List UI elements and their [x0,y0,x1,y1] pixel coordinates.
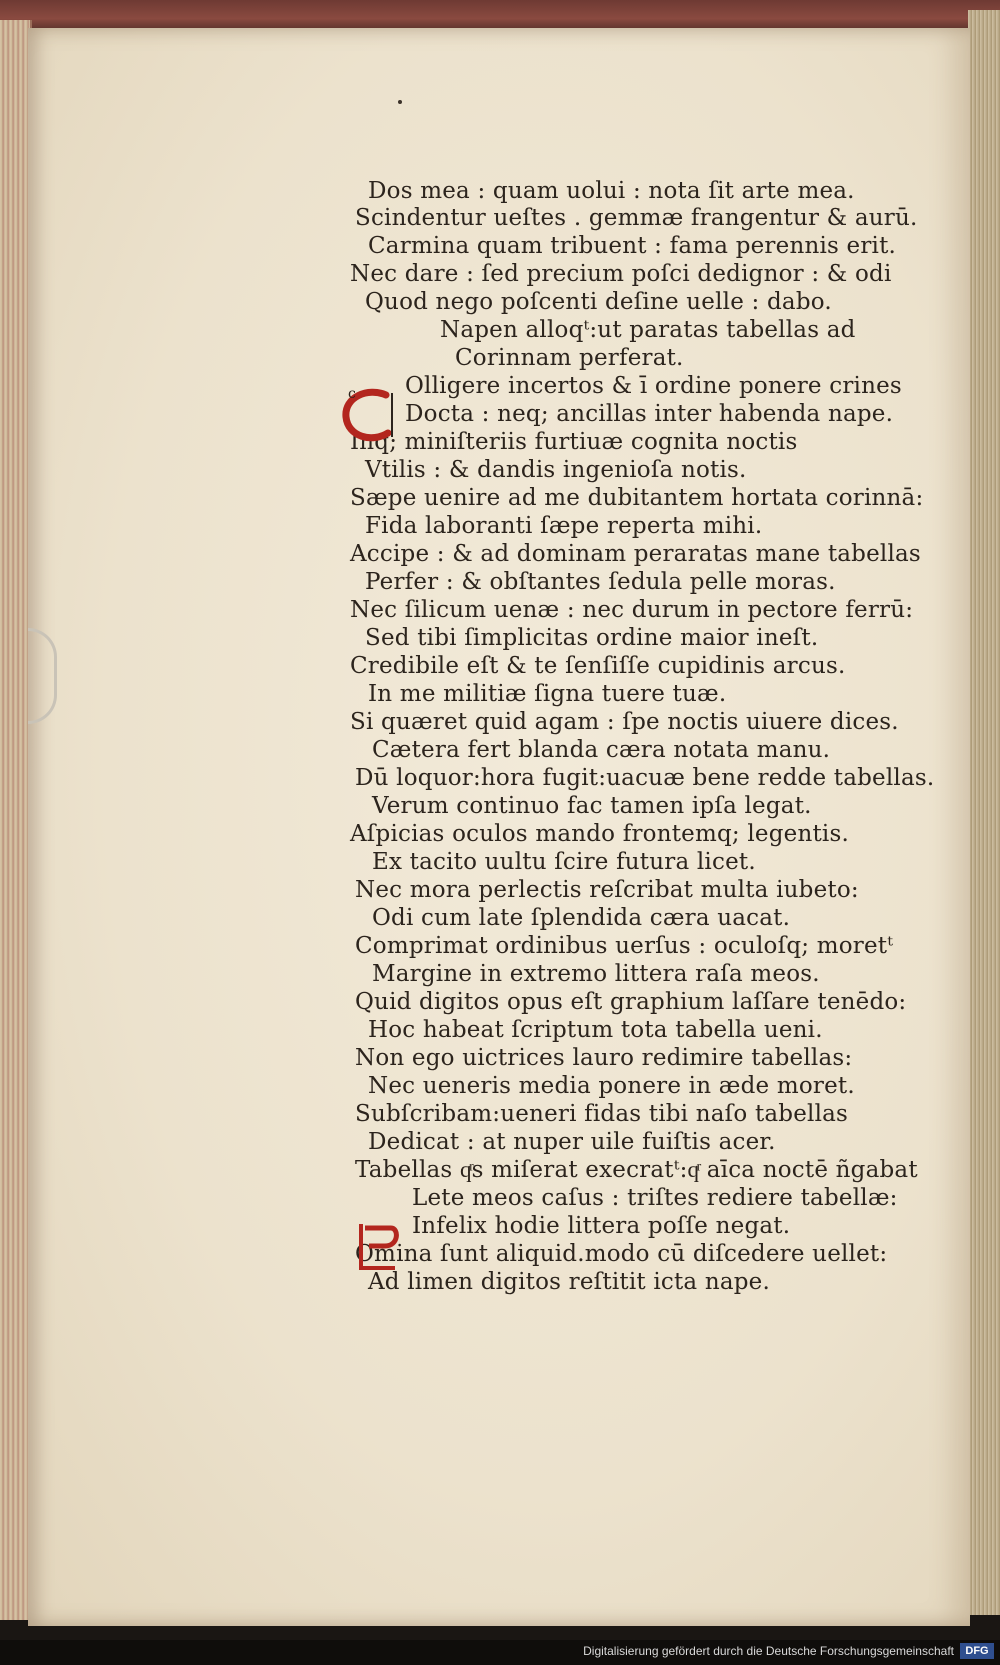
text-line: Tabellas qͬs miſerat execratᵗ:qͬ aīca noctē ñgabat [355,1157,918,1183]
initial-guide-letter: c [348,386,356,402]
text-line: Margine in extremo littera raſa meos. [372,961,820,987]
text-line: Si quæret quid agam : ſpe noctis uiuere dices. [350,709,899,735]
footer-credit: Digitalisierung gefördert durch die Deutsche Forschungsgemeinschaft [583,1644,954,1658]
text-line: Non ego uictrices lauro redimire tabellas: [355,1045,853,1071]
text-line: Quod nego poſcenti deſine uelle : dabo. [365,289,832,315]
text-line: Cætera fert blanda cæra notata manu. [372,737,831,763]
text-line: Dedicat : at nuper uile fuiſtis acer. [368,1129,776,1155]
dfg-logo: DFG [960,1643,994,1659]
text-line: Nec dare : ſed precium poſci dedignor : & odi [350,261,892,287]
text-line: Aſpicias oculos mando frontemq; legentis. [350,821,849,847]
text-line: Accipe : & ad dominam peraratas mane tabellas [350,541,921,567]
text-line: Subſcribam:ueneri fidas tibi naſo tabellas [355,1101,849,1127]
text-line: Inq; miniſteriis furtiuæ cognita noctis [350,429,798,455]
text-line: Sæpe uenire ad me dubitantem hortata corinnā: [350,485,924,511]
right-page-stack [968,10,1000,1615]
text-line: Fida laboranti ſæpe reperta mihi. [365,513,763,539]
text-line: Vtilis : & dandis ingenioſa notis. [365,457,747,483]
text-line: Ex tacito uultu ſcire futura licet. [372,849,756,875]
text-line: Hoc habeat ſcriptum tota tabella ueni. [368,1017,823,1043]
text-line: Ad limen digitos reſtitit icta nape. [368,1269,771,1295]
red-initial-c-icon [338,385,398,445]
text-line: Omina ſunt aliquid.modo cū diſcedere uellet: [355,1241,888,1267]
text-line: Nec mora perlectis reſcribat multa iubeto: [355,877,859,903]
page-fold-mark [28,628,57,724]
text-line: Perfer : & obſtantes ſedula pelle moras. [365,569,836,595]
page-dot-mark [398,100,402,104]
text-line: In me militiæ ſigna tuere tuæ. [368,681,727,707]
text-line: Scindentur ueſtes . gemmæ frangentur & aurū. [355,205,918,231]
text-line: Carmina quam tribuent : fama perennis erit. [368,233,897,259]
footer-bar [0,1640,1000,1665]
text-line: Verum continuo fac tamen ipſa legat. [372,793,812,819]
text-line: Odi cum late ſplendida cæra uacat. [372,905,791,931]
text-line: Dū loquor:hora fugit:uacuæ bene redde tabellas. [355,765,935,791]
text-line: Nec ſilicum uenæ : nec durum in pectore ferrū: [350,597,914,623]
red-initial-p-icon [355,1220,407,1272]
text-line: Comprimat ordinibus uerſus : oculoſq; moretᵗ [355,933,894,959]
text-line: Nec ueneris media ponere in æde moret. [368,1073,855,1099]
text-line: Dos mea : quam uolui : nota ſit arte mea. [368,178,855,204]
text-line: Sed tibi ſimplicitas ordine maior ineſt. [365,625,819,651]
text-line: Credibile eſt & te ſenſiſſe cupidinis arcus. [350,653,846,679]
text-line: Lete meos caſus : triſtes rediere tabellæ: [412,1185,898,1211]
text-line: Docta : neq; ancillas inter habenda nape. [405,401,894,427]
text-line: Napen alloqᵗ:ut paratas tabellas ad [440,317,856,343]
text-line: Quid digitos opus eſt graphium laſſare tenēdo: [355,989,907,1015]
text-line: Corinnam perferat. [455,345,684,371]
text-line: Olligere incertos & ī ordine ponere crines [405,373,902,399]
text-line: Infelix hodie littera poſſe negat. [412,1213,791,1239]
